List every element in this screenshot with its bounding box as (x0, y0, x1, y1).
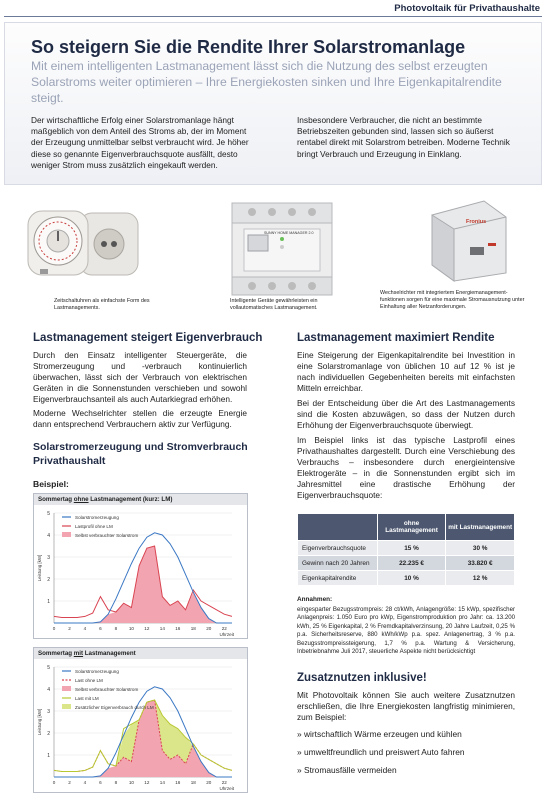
table-cell: 33.820 € (446, 556, 515, 571)
x-tick-label: 12 (144, 626, 150, 631)
x-tick-label: 18 (190, 626, 196, 631)
x-tick-label: 8 (114, 626, 118, 631)
legend-label: Selbst verbrauchter Solarstrom (75, 532, 139, 538)
x-tick-label: 0 (52, 626, 56, 631)
lead-text: Mit einem intelligenten Lastmanagement lässt sich die Nutzung des selbst erzeugten Solarstroms weiter optimieren – Ihre Energiekosten sinken und Ihre Eigenkapitalrendite steigt. (31, 59, 502, 105)
intro-right: Insbesondere Verbraucher, die nicht an bestimmte Betriebszeiten gebunden sind, lassen sich so äußerst rentabel direkt mit Solarstrom betreiben. Moderne Technik bringt Verbrauch und Erzeugung in Einklang. (297, 115, 510, 159)
y-tick-label: 5 (47, 665, 50, 671)
hero-panel (4, 22, 542, 185)
legend-label: Solarstromerzeugung (75, 668, 119, 674)
legend-label: Last ohne LM (75, 677, 103, 683)
chart2-title: Sommertag mit Lastmanagement (34, 648, 247, 659)
para-zusatznutzen: Mit Photovoltaik können Sie auch weitere Zusatznutzen erschließen, die Ihre Energiekosten langfristig minimieren, zum Beispiel: (297, 690, 515, 723)
para-eigenverbrauch-2: Moderne Wechselrichter stellen die erzeugte Energie dann entsprechend Verbrauchern aktiv zur Verfügung. (33, 408, 247, 430)
x-axis-label: Uhrzeit (219, 786, 234, 791)
legend-swatch (62, 686, 71, 691)
bullet-item: » umweltfreundlich und preiswert Auto fahren (297, 747, 465, 757)
y-tick-label: 2 (47, 577, 50, 583)
table-head-row (298, 514, 515, 541)
chart-with-lm (33, 647, 248, 793)
device-label: SUNNY HOME MANAGER 2.0 (264, 231, 314, 235)
table-cell: Eigenkapitalrendite (298, 571, 378, 586)
x-tick-label: 20 (206, 626, 212, 631)
table-cell: Eigenverbrauchsquote (298, 541, 378, 556)
heading-chart-section (33, 440, 248, 468)
x-tick-label: 10 (128, 626, 134, 631)
y-tick-label: 3 (47, 555, 50, 561)
x-tick-label: 22 (221, 626, 227, 631)
y-tick-label: 5 (47, 511, 50, 517)
legend-swatch (62, 532, 71, 537)
legend-label: Selbst verbrauchter Solarstrom (75, 686, 139, 692)
para-rendite-3: Im Beispiel links ist das typische Lastprofil eines Privathaushaltes dargestellt. Durch eine Verschiebung des Verbrauchs – insbesondere durch energieintensive Elektrogeräte – in die Sonnenstunden ergibt sich im Jahresmittel eine drastische Erhöhung der Eigenverbrauchsquote: (297, 435, 515, 501)
chart-legend (62, 515, 138, 538)
x-tick-label: 0 (52, 780, 56, 785)
chart2-plot (34, 659, 247, 793)
y-tick-label: 1 (47, 753, 50, 759)
y-axis-label: Leistung [kW] (37, 554, 42, 582)
chart1-plot (34, 505, 247, 639)
heading-chart-line1: Solarstromerzeugung und Stromverbrauch (33, 441, 248, 453)
intro-left: Der wirtschaftliche Erfolg einer Solarstromanlage hängt maßgeblich von dem Anteil des Stroms ab, der im Moment der Erzeugung unmittelbar selbst verbraucht wird. Je höher diese so genannte Eigenverbrauchsquote ausfällt, desto weniger Strom muss zusätzlich eingekauft werden. (31, 115, 249, 170)
x-tick-label: 4 (83, 626, 87, 631)
caption-timer: Zeitschaltuhren als einfachste Form des Lastmanagements. (54, 298, 150, 311)
y-tick-label: 3 (47, 709, 50, 715)
x-tick-label: 2 (68, 626, 71, 631)
x-tick-label: 18 (190, 780, 196, 785)
comparison-table (297, 513, 515, 586)
chart-without-lm (33, 493, 248, 639)
caption-manager: Intelligente Geräte gewährleisten ein vollautomatisches Lastmanagement. (230, 298, 318, 311)
table-cell: 15 % (377, 541, 446, 556)
section-label: Photovoltaik für Privathaushalte (394, 3, 540, 14)
x-tick-label: 14 (159, 780, 165, 785)
legend-swatch (62, 704, 71, 709)
x-tick-label: 22 (221, 780, 227, 785)
para-rendite-1: Eine Steigerung der Eigenkapitalrendite bei Investition in eine Solarstromanlage von üblichen 10 auf 12 % ist je nach individuellen Gegebenheiten bereits mit einfachsten Mitteln erreichbar. (297, 350, 515, 394)
y-tick-label: 2 (47, 731, 50, 737)
table-head-cell: mit Lastmanagement (446, 514, 515, 541)
x-tick-label: 12 (144, 780, 150, 785)
table-cell: 30 % (446, 541, 515, 556)
home-manager-image (222, 195, 342, 303)
product-photos (4, 185, 542, 320)
annahmen-heading: Annahmen: (297, 596, 333, 603)
chart1-title: Sommertag ohne Lastmanagement (kurz: LM) (34, 494, 247, 505)
heading-rendite: Lastmanagement maximiert Rendite (297, 332, 495, 344)
x-axis-label: Uhrzeit (219, 632, 234, 637)
heading-zusatznutzen: Zusatznutzen inklusive! (297, 672, 427, 684)
x-tick-label: 16 (175, 780, 181, 785)
table-head-cell: ohne Lastmanagement (377, 514, 446, 541)
x-tick-label: 16 (175, 626, 181, 631)
x-tick-label: 6 (99, 626, 102, 631)
page-title: So steigern Sie die Rendite Ihrer Solarstromanlage (31, 37, 466, 57)
timer-plug-image (18, 193, 158, 293)
beispiel-label: Beispiel: (33, 479, 69, 489)
table-cell: 22.235 € (377, 556, 446, 571)
table-row (298, 571, 515, 586)
top-rule (4, 16, 542, 17)
table-row (298, 541, 515, 556)
bullet-item: » Stromausfälle vermeiden (297, 765, 397, 775)
top-bar (0, 0, 546, 18)
x-tick-label: 8 (114, 780, 118, 785)
x-tick-label: 6 (99, 780, 102, 785)
inverter-image (422, 195, 512, 283)
y-axis-label: Leistung [kW] (37, 708, 42, 736)
para-eigenverbrauch-1: Durch den Einsatz intelligenter Steuergeräte, die Stromerzeugung und -verbrauch kontinuierlich überwachen, lässt sich der Verbrauch von elektrischen Geräten in die Sonnenstunden verschieben und sowohl Eigenverbrauchsanteil als auch Autarkiegrad erhöhen. (33, 350, 247, 405)
y-tick-label: 4 (47, 687, 50, 693)
table-row (298, 556, 515, 571)
annahmen-text: eingesparter Bezugsstrompreis: 28 ct/kWh, Anlagengröße: 15 kWp, spezifischer Anlagenpreis: 1.050 Euro pro kWp, Eigenstromproduktion pro Jahr: ca. 13.200 kWh, 25 % Eigenkapital, 2 % Fremdkapitalverzinsung, 20 Jahre Laufzeit, 0,25 % p.a. Sicherheitsreserve, 880 kWh/kWp p.a. spez. Anlagenertrag, 3 % p.a. Bezugsstrompreissteigerung, 1,7 % p.a. Wartung & Versicherung, Inbetriebnahme Juli 2017, steuerliche Aspekte nicht berücksichtigt (297, 606, 515, 656)
table-cell: 12 % (446, 571, 515, 586)
table-cell: Gewinn nach 20 Jahren (298, 556, 378, 571)
caption-inverter: Wechselrichter mit integriertem Energiemanagement-funktionen sorgen für eine maximale Stromausnutzung unter Einhaltung aller Netzanforderungen. (380, 290, 525, 310)
heading-chart-line2: Privathaushalt (33, 455, 106, 467)
x-tick-label: 10 (128, 780, 134, 785)
x-tick-label: 4 (83, 780, 87, 785)
bullet-item: » wirtschaftlich Wärme erzeugen und kühlen (297, 729, 462, 739)
legend-label: Last mit LM (75, 695, 99, 701)
legend-label: Lastprofil ohne LM (75, 523, 113, 529)
table-head-cell (298, 514, 378, 541)
heading-eigenverbrauch: Lastmanagement steigert Eigenverbrauch (33, 332, 263, 344)
para-rendite-2: Bei der Entscheidung über die Art des Lastmanagements sind die Kosten abzuwägen, so dass der Nutzen durch Erhöhung der Eigenverbrauchsquote überwiegt. (297, 398, 515, 431)
x-tick-label: 14 (159, 626, 165, 631)
legend-label: Zusätzlicher Eigenverbrauch durch LM (75, 704, 154, 710)
x-tick-label: 2 (68, 780, 71, 785)
y-tick-label: 1 (47, 599, 50, 605)
legend-label: Solarstromerzeugung (75, 514, 119, 520)
brand-label: Fronius (466, 219, 487, 225)
x-tick-label: 20 (206, 780, 212, 785)
y-tick-label: 4 (47, 533, 50, 539)
table-cell: 10 % (377, 571, 446, 586)
